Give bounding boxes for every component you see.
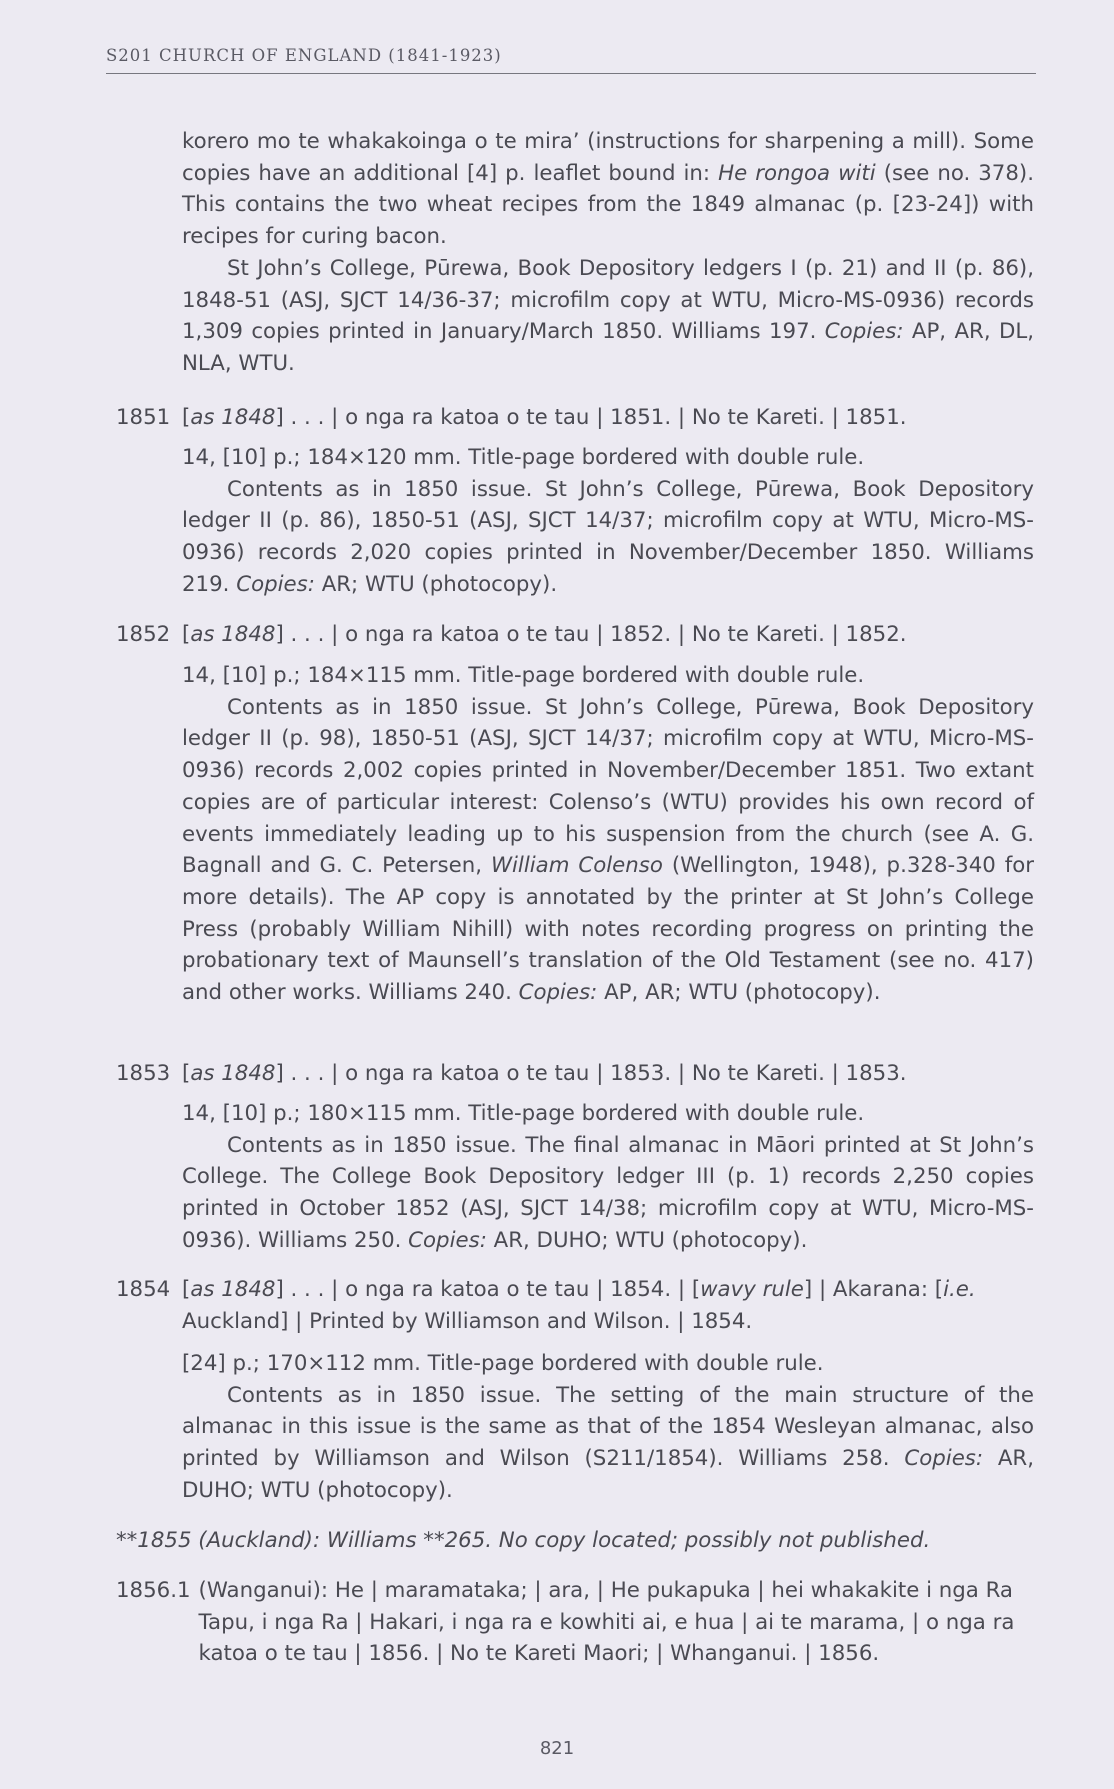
- text-run: [: [182, 622, 191, 647]
- intro-block: [182, 126, 1034, 380]
- text-run: ] | Akarana: [: [803, 1277, 944, 1302]
- entry-title: [182, 1061, 907, 1086]
- entry-1852-body: [182, 660, 1034, 1009]
- text-run: Contents as in 1850 issue. St John’s College, Pūrewa, Book Depository ledger II (p. 98), 1850-51 (ASJ, SJCT 14/37; microfilm copy at WTU, Micro-MS-0936) records 2,002 copies printed in November/December 1851. Two extant copies are of particular interest: Colenso’s (WTU) provides his own record of events immediately leading up to his suspension from the church (see A. G. Bagnall and G. C. Petersen,: [182, 694, 1034, 879]
- entry-title: [182, 405, 907, 430]
- text-run: St John’s College, Pūrewa, Book Depository ledgers I (p. 21) and II (p. 86), 1848-51 (ASJ, SJCT 14/36-37; microfilm copy at WTU, Micro-MS-0936) records 1,309 copies printed in January/March 1850. Williams 197.: [182, 255, 1034, 345]
- text-run: [: [182, 1061, 191, 1086]
- text-run: AR, DUHO; WTU (photocopy).: [182, 1446, 1034, 1503]
- entry-title: [182, 622, 907, 647]
- text-run: (Wellington, 1948), p.328-340 for more details). The AP copy is annotated by the printer at St John’s College Press (probably William Nihill) with notes recording progress on printing the probationary text of Maunsell’s translation of the Old Testament (see no. 417) and other works. Williams 240.: [182, 853, 1035, 1006]
- entry-1854-title: [116, 1274, 1036, 1337]
- text-run: AR; WTU (photocopy).: [314, 571, 558, 597]
- text-run: AP, AR, DL, NLA, WTU.: [182, 319, 1034, 376]
- entry-1854-body: [182, 1348, 1034, 1507]
- italic-text: as 1848: [190, 1277, 276, 1302]
- italic-text: Copies:: [408, 1227, 487, 1253]
- entry-1853-body: [182, 1098, 1034, 1257]
- entry-description: [24] p.; 170×112 mm. Title-page bordered with double rule.: [182, 1351, 824, 1376]
- note-1855: **1855 (Auckland): Williams **265. No copy located; possibly not published.: [116, 1528, 931, 1553]
- entry-1851-body: [182, 442, 1034, 601]
- running-header: S201 CHURCH OF ENGLAND (1841-1923): [106, 46, 1036, 74]
- entry-1853-title: [116, 1058, 1038, 1090]
- italic-text: Copies:: [236, 571, 315, 597]
- text-run: Contents as in 1850 issue. The setting of the main structure of the almanac in this issue is the same as that of the 1854 Wesleyan almanac, also printed by Williamson and Wilson (S211/1854). Williams 258.: [182, 1382, 1034, 1472]
- text-run: AP, AR; WTU (photocopy).: [597, 980, 881, 1006]
- entry-description: 14, [10] p.; 180×115 mm. Title-page bordered with double rule.: [182, 1101, 865, 1126]
- entry-notes: [182, 1130, 1034, 1257]
- italic-text: Copies:: [824, 319, 904, 345]
- italic-text: i.e.: [943, 1277, 976, 1302]
- text-run: Contents as in 1850 issue. St John’s College, Pūrewa, Book Depository ledger II (p. 86), 1850-51 (ASJ, SJCT 14/37; microfilm copy at WTU, Micro-MS-0936) records 2,020 copies printed in November/December 1850. Williams 219.: [182, 476, 1034, 597]
- intro-paragraph-1: [182, 126, 1034, 253]
- intro-paragraph-2: [182, 253, 1034, 380]
- entry-year: 1856.1: [116, 1578, 191, 1603]
- entry-1852-title: [116, 619, 1038, 651]
- entry-description: 14, [10] p.; 184×120 mm. Title-page bordered with double rule.: [182, 445, 865, 470]
- text-run: (see no. 378). This contains the two wheat recipes from the 1849 almanac (p. [23-24]) with recipes for curing bacon.: [182, 160, 1034, 250]
- text-run: [: [182, 405, 191, 430]
- text-run: Contents as in 1850 issue. The final almanac in Māori printed at St John’s College. The College Book Depository ledger III (p. 1) records 2,250 copies printed in October 1852 (ASJ, SJCT 14/38; microfilm copy at WTU, Micro-MS-0936). Williams 250.: [182, 1132, 1034, 1253]
- entry-title: [182, 1274, 1036, 1337]
- entry-year: 1854: [116, 1277, 171, 1302]
- italic-text: as 1848: [190, 1061, 276, 1086]
- entry-notes: [182, 474, 1034, 601]
- text-run: [: [182, 1277, 191, 1302]
- text-run: ] . . . | o nga ra katoa o te tau | 1853. | No te Kareti. | 1853.: [275, 1061, 907, 1086]
- page-number: 821: [539, 1738, 575, 1759]
- text-run: ] . . . | o nga ra katoa o te tau | 1852. | No te Kareti. | 1852.: [275, 622, 907, 647]
- italic-text: as 1848: [190, 622, 276, 647]
- entry-year: 1851: [116, 405, 171, 430]
- entry-year: 1852: [116, 622, 171, 647]
- text-run: AR, DUHO; WTU (photocopy).: [486, 1227, 808, 1253]
- entry-description: 14, [10] p.; 184×115 mm. Title-page bordered with double rule.: [182, 663, 865, 688]
- italic-text: Copies:: [904, 1446, 984, 1472]
- text-run: Auckland] | Printed by Williamson and Wilson. | 1854.: [182, 1308, 753, 1334]
- text-run: ] . . . | o nga ra katoa o te tau | 1854. | [: [275, 1277, 701, 1302]
- italic-text: William Colenso: [490, 853, 663, 879]
- italic-text: as 1848: [190, 405, 276, 430]
- entry-title: (Wanganui): He | maramataka; | ara, | He pukapuka | hei whakakite i nga Ra Tapu, i nga Ra | Hakari, i nga ra e kowhiti ai, e hua | ai te marama, | o nga ra katoa o te tau | 1856. | No te Kareti Maori; | Whanganui. | 1856.: [198, 1578, 1015, 1667]
- entry-1851-title: [116, 402, 1038, 434]
- italic-text: Copies:: [518, 980, 598, 1006]
- entry-notes: [182, 1380, 1034, 1507]
- entry-notes: [182, 692, 1034, 1009]
- italic-text: He rongoa witi: [718, 160, 876, 186]
- entry-year: 1853: [116, 1061, 171, 1086]
- text-run: ] . . . | o nga ra katoa o te tau | 1851. | No te Kareti. | 1851.: [275, 405, 907, 430]
- text-run: korero mo te whakakoinga o te mira’ (instructions for sharpening a mill). Some copies have an additional [4] p. leaflet bound in:: [182, 129, 1034, 186]
- italic-text: wavy rule: [700, 1277, 804, 1302]
- entry-1856-title: [116, 1575, 1036, 1670]
